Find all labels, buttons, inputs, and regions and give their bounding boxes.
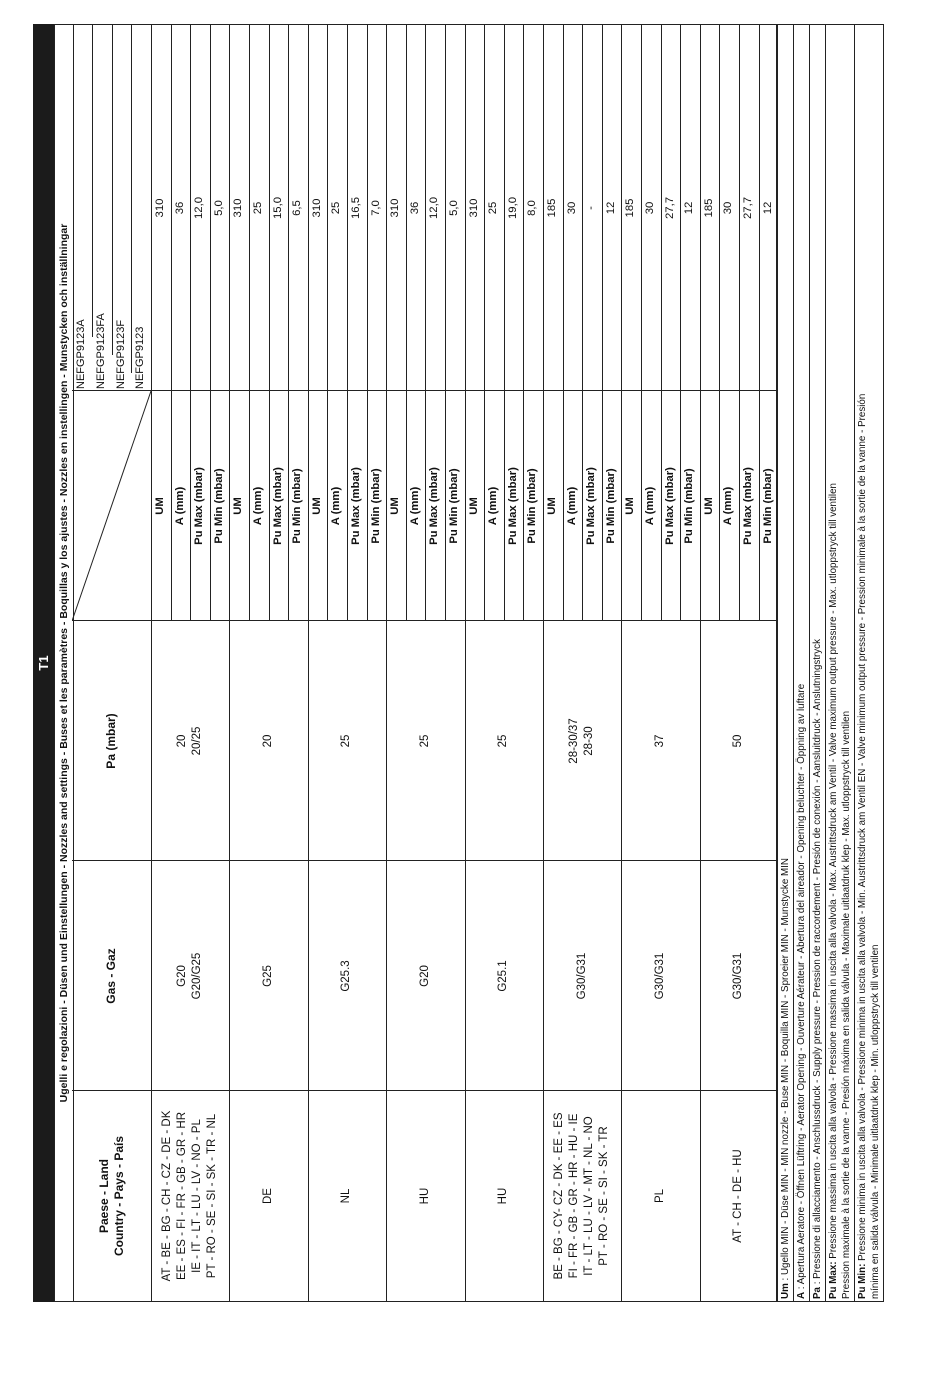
pa-cell	[229, 621, 307, 861]
group-divider	[229, 25, 230, 1301]
legend	[777, 24, 884, 1302]
param-label: Pu Max (mbar)	[193, 467, 206, 545]
gas-cell	[308, 861, 386, 1091]
row-divider	[367, 25, 368, 621]
row-divider	[661, 25, 662, 621]
country-line: NL	[340, 1188, 353, 1204]
param-label: UM	[467, 497, 480, 515]
table-title: T1	[33, 24, 54, 1302]
country-line: PL	[654, 1188, 667, 1204]
param-label: UM	[546, 497, 558, 515]
pa-cell	[465, 621, 543, 861]
country-line: HU	[497, 1187, 510, 1205]
row-divider	[504, 25, 505, 621]
row-divider	[347, 25, 348, 621]
row-divider	[484, 25, 485, 621]
param-value: 30	[722, 201, 735, 215]
param-label: A (mm)	[173, 486, 186, 526]
diagonal-line	[72, 391, 151, 621]
gas-line: G25.3	[340, 960, 353, 992]
param-value: 36	[408, 201, 421, 215]
param-label: A (mm)	[252, 486, 264, 526]
param-label: Pu Min (mbar)	[291, 468, 304, 544]
legend-row	[810, 25, 826, 1301]
country-line: AT - CH - DE - HU	[732, 1149, 745, 1243]
gas-line: G30/G31	[732, 952, 745, 1000]
pa-header: Pa (mbar)	[104, 713, 118, 769]
row-divider	[602, 25, 603, 621]
gas-cell	[465, 861, 543, 1091]
param-label: UM	[702, 497, 715, 515]
pa-line: 37	[654, 734, 667, 748]
row-divider	[445, 25, 446, 621]
row-divider	[171, 25, 172, 621]
legend-key: Um	[780, 1283, 791, 1299]
param-label: Pu Min (mbar)	[212, 468, 225, 544]
gas-line: G25	[262, 965, 275, 987]
row-divider	[582, 25, 583, 621]
legend-key: Pa	[812, 1287, 823, 1299]
param-value: 25	[487, 201, 500, 215]
header-diagonal	[72, 391, 151, 621]
legend-key: A	[796, 1291, 807, 1299]
row-divider	[641, 25, 642, 621]
country-cell	[543, 1091, 621, 1301]
param-label: A (mm)	[565, 486, 578, 526]
gas-line: G20/G25	[191, 952, 204, 1000]
param-label: A (mm)	[330, 486, 343, 526]
param-label: A (mm)	[408, 486, 421, 526]
country-header-line: Country - Pays - País	[111, 1135, 126, 1257]
legend-line: Pu Min: Pressione minima in uscita alla valvola - Pressione minima in uscita alla valvola - Min. Austrittsdruck am Ventil EN - Valve minimum output pressure - Pression minimale à la sortie de la vanne - Presión	[857, 393, 868, 1299]
param-value: 12	[604, 201, 617, 215]
param-label: A (mm)	[722, 486, 735, 526]
pa-cell	[543, 621, 621, 861]
pa-line: 28-30	[583, 726, 596, 756]
param-label: Pu Min (mbar)	[604, 468, 617, 544]
param-label: Pu Max (mbar)	[742, 467, 754, 545]
country-cell	[465, 1091, 543, 1301]
legend-row	[778, 25, 794, 1301]
gas-cell	[386, 861, 464, 1091]
model-divider	[131, 25, 132, 373]
param-value: 27,7	[663, 197, 676, 219]
param-label: Pu Min (mbar)	[526, 468, 539, 544]
row-divider	[739, 25, 740, 621]
param-value: 30	[565, 201, 578, 215]
model-name: NEFGP9123	[134, 326, 147, 389]
param-value: 12	[761, 201, 774, 215]
param-label: Pu Max (mbar)	[350, 467, 362, 545]
gas-line: G30/G31	[575, 952, 588, 1000]
pa-line: 20	[262, 734, 275, 748]
param-value: 310	[310, 198, 323, 218]
settings-table	[72, 24, 777, 1302]
country-cell	[621, 1091, 699, 1301]
param-label: Pu Max (mbar)	[271, 467, 284, 545]
country-line: DE	[262, 1188, 275, 1204]
param-value: 12	[683, 201, 696, 215]
pa-line: 20/25	[191, 726, 204, 756]
table-heading: Ugelli e regolazioni - Düsen und Einstellungen - Nozzles and settings - Buses et les paramètres - Boquillas y los ajustes - Nozzles en instellingen - Munstycken och inställningar	[54, 24, 74, 1302]
legend-line: Pu Max: Pressione massima in uscita alla valvola - Pressione massima in uscita alla valvola - Max. Austrittsdruck am Ventil - Valve maximum output pressure - Max. utloppstryck till ventilen	[828, 483, 839, 1299]
group-divider	[700, 25, 701, 1301]
country-line: HU	[418, 1187, 431, 1205]
row-divider	[269, 25, 270, 621]
pa-line: 50	[732, 734, 745, 748]
legend-line: Um : Ugello MIN - Düse MIN - MIN nozzle - Buse MIN - Boquilla MIN - Sproeier MIN - Munstycke MIN	[780, 858, 791, 1299]
param-value: 27,7	[742, 197, 754, 219]
gas-line: G30/G31	[654, 952, 667, 1000]
legend-row	[794, 25, 810, 1301]
param-value: 25	[252, 201, 264, 215]
legend-line: mínima en salida válvula - Minimale uitlaatdruk klep - Min. utloppstryck till ventilen	[870, 944, 881, 1299]
gas-cell	[700, 861, 778, 1091]
legend-line: A : Apertura Aeratore - Öffnen Lüftring - Aerator Opening - Ouverture Aérateur - Abertura del aireador - Opening beluchter - Öppning av luftare	[796, 683, 807, 1299]
row-divider	[327, 25, 328, 621]
country-cell	[229, 1091, 307, 1301]
param-value: 185	[546, 198, 558, 218]
model-name: NEFGP9123A	[75, 319, 87, 389]
model-divider	[92, 25, 93, 337]
country-header-line: Paese - Land	[96, 1158, 111, 1234]
param-value: 8,0	[526, 200, 539, 216]
pa-cell	[308, 621, 386, 861]
param-value: 310	[154, 198, 166, 218]
gas-cell	[543, 861, 621, 1091]
row-divider	[719, 25, 720, 621]
group-divider	[465, 25, 466, 1301]
legend-row	[855, 25, 883, 1301]
param-label: UM	[154, 497, 166, 515]
param-label: Pu Min (mbar)	[448, 468, 460, 544]
param-value: 5,0	[448, 200, 460, 216]
param-label: Pu Max (mbar)	[585, 467, 598, 545]
param-value: 36	[173, 201, 186, 215]
param-value: 5,0	[212, 200, 225, 216]
country-cell	[308, 1091, 386, 1301]
pa-line: 25	[497, 734, 510, 748]
legend-key: Pu Max:	[828, 1261, 839, 1299]
param-label: Pu Min (mbar)	[369, 468, 382, 544]
gas-header: Gas - Gaz	[104, 948, 118, 1004]
row-divider	[406, 25, 407, 621]
legend-line: Pa : Pressione di allacciamento - Anschlussdruck - Supply pressure - Pression de raccordement - Presión de conexión - Aansluitdruck - Anslutningstryck	[812, 639, 823, 1299]
param-value: 6,5	[291, 200, 304, 216]
row-divider	[523, 25, 524, 621]
param-value: 310	[389, 198, 402, 218]
param-value: 310	[467, 198, 480, 218]
gas-line: G20	[176, 965, 189, 987]
row-divider	[563, 25, 564, 621]
param-label: UM	[389, 497, 402, 515]
row-divider	[759, 25, 760, 621]
param-value: -	[585, 206, 598, 210]
param-value: 25	[330, 201, 343, 215]
model-divider	[112, 25, 113, 355]
rotated-page	[33, 24, 923, 1302]
row-divider	[288, 25, 289, 621]
legend-row	[826, 25, 855, 1301]
pa-cell	[151, 621, 229, 861]
legend-key: Pu Min:	[857, 1263, 868, 1299]
param-value: 19,0	[506, 197, 519, 219]
gas-line: G20	[418, 965, 431, 987]
param-label: A (mm)	[644, 486, 656, 526]
country-cell	[386, 1091, 464, 1301]
param-value: 16,5	[350, 197, 362, 219]
country-cell	[700, 1091, 778, 1301]
country-line: IE - IT - LT - LU - LV - NO - PL	[191, 1119, 204, 1273]
param-label: UM	[624, 497, 637, 515]
param-value: 12,0	[428, 197, 441, 219]
country-cell	[151, 1091, 229, 1301]
gas-cell	[229, 861, 307, 1091]
pa-line: 25	[340, 734, 353, 748]
country-line: FI - FR - GB - GR - HR - HU - IE	[568, 1113, 581, 1279]
model-name: NEFGP9123FA	[94, 313, 107, 389]
param-value: 310	[232, 198, 245, 218]
group-divider	[308, 25, 309, 1301]
pa-line: 25	[418, 734, 431, 748]
param-label: Pu Max (mbar)	[663, 467, 676, 545]
gas-line: G25.1	[497, 960, 510, 992]
param-label: UM	[310, 497, 323, 515]
row-divider	[249, 25, 250, 621]
param-label: Pu Min (mbar)	[683, 468, 696, 544]
gas-cell	[151, 861, 229, 1091]
country-header	[72, 1091, 151, 1301]
param-value: 15,0	[271, 197, 284, 219]
param-value: 7,0	[369, 200, 382, 216]
param-value: 30	[644, 201, 656, 215]
group-divider	[543, 25, 544, 1301]
param-label: Pu Min (mbar)	[761, 468, 774, 544]
country-line: PT - RO - SE - SI - SK - TR - NL	[206, 1113, 219, 1279]
pa-line: 20	[176, 734, 189, 748]
row-divider	[210, 25, 211, 621]
param-value: 185	[702, 198, 715, 218]
param-label: Pu Max (mbar)	[506, 467, 519, 545]
country-line: BE - BG - CY- CZ - DK - EE - ES	[553, 1112, 566, 1280]
gas-cell	[621, 861, 699, 1091]
param-label: UM	[232, 497, 245, 515]
param-label: A (mm)	[487, 486, 500, 526]
pa-cell	[386, 621, 464, 861]
country-line: PT - RO - SE - SI - SK - TR	[598, 1126, 611, 1266]
country-line: IT - LT - LU - LV - MT - NL - NO	[583, 1116, 596, 1276]
pa-cell	[621, 621, 699, 861]
country-line: AT - BE - BG - CH - CZ - DE - DK	[161, 1110, 174, 1282]
legend-line: Pression maximale à la sortie de la vanne - Presión máxima en salida válvula - Maximale uitlaatdruk klep - Max. utloppstryck till ventilen	[841, 710, 852, 1299]
pa-cell	[700, 621, 778, 861]
model-name: NEFGP9123F	[114, 319, 127, 389]
country-line: EE - ES - FI - FR - GB - GR - HR	[176, 1111, 189, 1281]
row-divider	[190, 25, 191, 621]
param-value: 185	[624, 198, 637, 218]
row-divider	[680, 25, 681, 621]
group-divider	[386, 25, 387, 1301]
param-value: 12,0	[193, 197, 206, 219]
param-label: Pu Max (mbar)	[428, 467, 441, 545]
row-divider	[425, 25, 426, 621]
pa-line: 28-30/37	[568, 718, 581, 764]
group-divider	[621, 25, 622, 1301]
